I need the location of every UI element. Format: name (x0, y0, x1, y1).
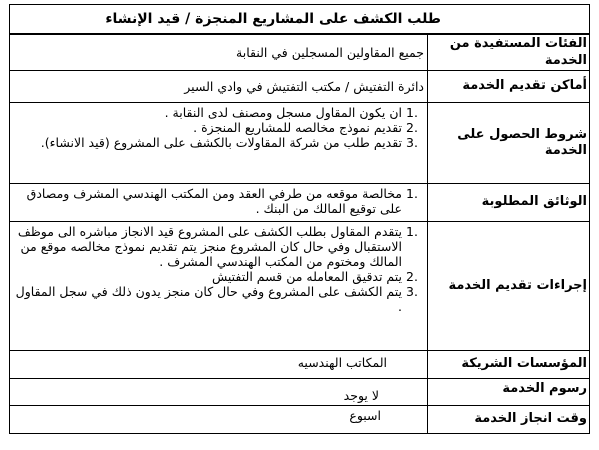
row-label: أماكن تقديم الخدمة (428, 71, 590, 103)
row-label: المؤسسات الشريكة (428, 351, 590, 379)
row-label: وقت انجاز الخدمة (428, 406, 590, 434)
page-title: طلب الكشف على المشاريع المنجزة / قيد الإنشاء (9, 4, 590, 34)
service-table (9, 34, 590, 434)
list-item: يتم تدقيق المعامله من قسم التفتيش (211, 269, 402, 284)
table-row (10, 103, 590, 184)
row-value: دائرة التفتيش / مكتب التفتيش في وادي السير (10, 71, 428, 103)
row-label: الوثائق المطلوبة (428, 184, 590, 222)
documents-list (10, 186, 424, 216)
table-row (10, 184, 590, 222)
list-item: يتقدم المقاول بطلب الكشف على المشروع قيد الانجاز مباشره الى موظف الاستقبال وفي حال كان المشروع منجز يتم تقديم نموذج مخالصه موقع من المالك ومختوم من المكتب الهندسي المشرف . (17, 224, 402, 269)
table-row (10, 351, 590, 379)
row-value (10, 103, 428, 184)
list-item: ان يكون المقاول مسجل ومصنف لدى النقابة . (164, 105, 402, 120)
list-item: يتم الكشف على المشروع وفي حال كان منجز يدون ذلك في سجل المقاول . (15, 284, 402, 314)
list-item: تقديم نموذج مخالصه للمشاريع المنجزة . (193, 120, 402, 135)
procedures-list (10, 224, 424, 314)
row-value: اسبوع (10, 406, 428, 434)
list-item: مخالصة موقعه من طرفي العقد ومن المكتب الهندسي المشرف ومصادق على توقيع المالك من البنك . (26, 186, 402, 216)
conditions-list (10, 105, 424, 150)
row-value (10, 184, 428, 222)
row-label: شروط الحصول على الخدمة (428, 103, 590, 184)
row-value: المكاتب الهندسيه (10, 351, 428, 379)
row-label: إجراءات تقديم الخدمة (428, 222, 590, 351)
row-label: الفئات المستفيدة من الخدمة (428, 35, 590, 71)
row-value (10, 222, 428, 351)
table-row (10, 222, 590, 351)
row-value: لا يوجد (10, 379, 428, 406)
table-row (10, 71, 590, 103)
list-item: تقديم طلب من شركة المقاولات بالكشف على المشروع (قيد الانشاء). (40, 135, 402, 150)
table-row (10, 35, 590, 71)
row-value: جميع المقاولين المسجلين في النقابة (10, 35, 428, 71)
row-label: رسوم الخدمة (428, 379, 590, 406)
table-row (10, 379, 590, 406)
table-row (10, 406, 590, 434)
